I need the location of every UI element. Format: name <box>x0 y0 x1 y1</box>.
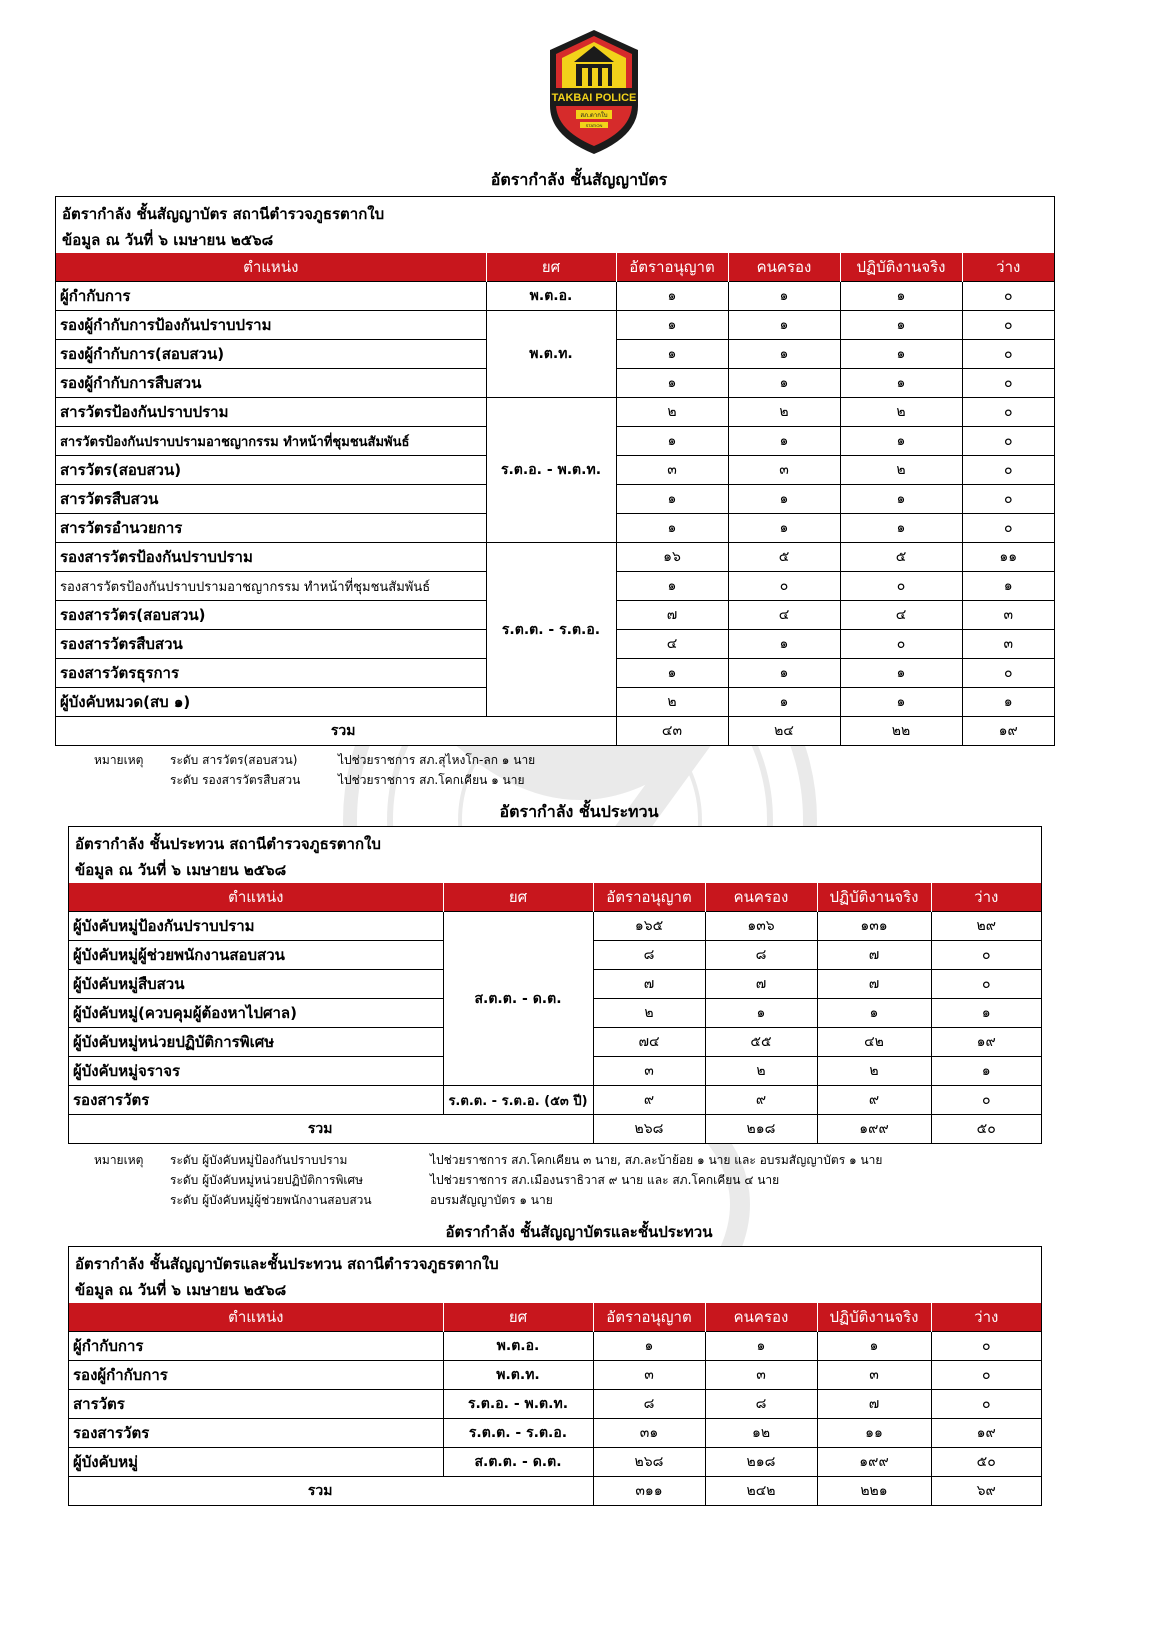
section2-table <box>69 883 1041 1143</box>
cell-authorized: ๘ <box>593 941 705 970</box>
header-actual: ปฏิบัติงานจริง <box>817 883 931 912</box>
cell-vacant: ๐ <box>962 369 1054 398</box>
cell-vacant: ๐ <box>962 427 1054 456</box>
cell-position: ผู้บังคับหมู่(ควบคุมผู้ต้องหาไปศาล) <box>69 999 443 1028</box>
cell-authorized: ๒ <box>616 398 728 427</box>
total-vacant: ๕๐ <box>931 1115 1041 1144</box>
cell-actual: ๐ <box>840 630 962 659</box>
cell-actual: ๑ <box>840 369 962 398</box>
cell-actual: ๔ <box>840 601 962 630</box>
cell-occupied: ๑๒ <box>705 1419 817 1448</box>
section2-notes <box>94 1150 1054 1210</box>
header-position: ตำแหน่ง <box>56 253 486 282</box>
cell-actual: ๕ <box>840 543 962 572</box>
note-level: ระดับ สารวัตร(สอบสวน) <box>170 753 298 767</box>
cell-vacant: ๓ <box>962 630 1054 659</box>
cell-occupied: ๑ <box>728 514 840 543</box>
cell-occupied: ๗ <box>705 970 817 999</box>
section3-box-title: อัตรากำลัง ชั้นสัญญาบัตรและชั้นประทวน สถานีตำรวจภูธรตากใบ <box>75 1255 499 1273</box>
cell-occupied: ๙ <box>705 1086 817 1115</box>
cell-actual: ๒ <box>817 1057 931 1086</box>
cell-vacant: ๐ <box>962 659 1054 688</box>
cell-authorized: ๑๖ <box>616 543 728 572</box>
total-row <box>69 1115 1041 1144</box>
total-vacant: ๖๙ <box>931 1477 1041 1506</box>
cell-actual: ๑ <box>817 1332 931 1361</box>
cell-actual: ๑ <box>840 427 962 456</box>
note-detail: ไปช่วยราชการ สภ.เมืองนราธิวาส ๙ นาย และ สภ.โคกเคียน ๔ นาย <box>430 1173 780 1187</box>
cell-vacant: ๐ <box>931 1390 1041 1419</box>
total-actual: ๒๒๑ <box>817 1477 931 1506</box>
header-position: ตำแหน่ง <box>69 883 443 912</box>
cell-position: รองสารวัตรสืบสวน <box>56 630 486 659</box>
header-vacant: ว่าง <box>962 253 1054 282</box>
note-detail: อบรมสัญญาบัตร ๑ นาย <box>430 1193 553 1207</box>
cell-vacant: ๕๐ <box>931 1448 1041 1477</box>
cell-authorized: ๒๖๘ <box>593 1448 705 1477</box>
cell-authorized: ๓๑ <box>593 1419 705 1448</box>
cell-authorized: ๙ <box>593 1086 705 1115</box>
cell-actual: ๑ <box>840 659 962 688</box>
cell-vacant: ๐ <box>931 970 1041 999</box>
cell-position: รองสารวัตร <box>69 1419 443 1448</box>
cell-rank: พ.ต.อ. <box>486 282 616 311</box>
cell-occupied: ๑ <box>728 659 840 688</box>
cell-authorized: ๘ <box>593 1390 705 1419</box>
cell-occupied: ๑ <box>728 427 840 456</box>
cell-occupied: ๑ <box>728 311 840 340</box>
cell-position: รองผู้กำกับการสืบสวน <box>56 369 486 398</box>
takbai-police-logo <box>546 28 642 156</box>
cell-actual: ๑ <box>840 514 962 543</box>
section1-table <box>56 253 1054 745</box>
section1-box-title: อัตรากำลัง ชั้นสัญญาบัตร สถานีตำรวจภูธรตากใบ <box>62 205 385 223</box>
table-row <box>69 1448 1041 1477</box>
header-authorized: อัตราอนุญาต <box>593 883 705 912</box>
cell-position: รองผู้กำกับการ <box>69 1361 443 1390</box>
cell-vacant: ๑ <box>931 1057 1041 1086</box>
cell-actual: ๓ <box>817 1361 931 1390</box>
cell-vacant: ๐ <box>962 282 1054 311</box>
total-label: รวม <box>69 1115 593 1144</box>
note-detail: ไปช่วยราชการ สภ.สุไหงโก-ลก ๑ นาย <box>338 753 536 767</box>
total-label: รวม <box>56 717 616 746</box>
header-occupied: คนครอง <box>705 1303 817 1332</box>
cell-actual: ๑ <box>840 688 962 717</box>
table-row <box>56 543 1054 572</box>
cell-position: ผู้กำกับการ <box>56 282 486 311</box>
cell-vacant: ๐ <box>962 514 1054 543</box>
note-level: ระดับ ผู้บังคับหมู่ป้องกันปราบปราม <box>170 1153 348 1167</box>
table-row <box>56 398 1054 427</box>
cell-actual: ๑ <box>817 999 931 1028</box>
total-row <box>56 717 1054 746</box>
cell-actual: ๑ <box>840 311 962 340</box>
cell-position: ผู้บังคับหมู่หน่วยปฏิบัติการพิเศษ <box>69 1028 443 1057</box>
note-label: หมายเหตุ <box>94 1153 144 1167</box>
cell-occupied: ๓ <box>728 456 840 485</box>
total-row <box>69 1477 1041 1506</box>
cell-authorized: ๑ <box>616 369 728 398</box>
cell-position: รองสารวัตร <box>69 1086 443 1115</box>
cell-vacant: ๐ <box>931 1086 1041 1115</box>
cell-position: รองผู้กำกับการป้องกันปราบปราม <box>56 311 486 340</box>
cell-occupied: ๑ <box>728 485 840 514</box>
cell-authorized: ๑ <box>616 659 728 688</box>
total-actual: ๒๒ <box>840 717 962 746</box>
cell-position: ผู้บังคับหมู่ผู้ช่วยพนักงานสอบสวน <box>69 941 443 970</box>
cell-vacant: ๐ <box>962 340 1054 369</box>
cell-authorized: ๑๖๕ <box>593 912 705 941</box>
cell-actual: ๗ <box>817 970 931 999</box>
cell-authorized: ๑ <box>616 485 728 514</box>
cell-position: สารวัตร(สอบสวน) <box>56 456 486 485</box>
cell-position: ผู้บังคับหมู่ <box>69 1448 443 1477</box>
cell-vacant: ๑ <box>962 572 1054 601</box>
header-position: ตำแหน่ง <box>69 1303 443 1332</box>
cell-actual: ๗ <box>817 1390 931 1419</box>
section2-table-box <box>68 826 1042 1144</box>
cell-vacant: ๐ <box>962 398 1054 427</box>
cell-occupied: ๓ <box>705 1361 817 1390</box>
cell-authorized: ๓ <box>593 1057 705 1086</box>
cell-authorized: ๑ <box>616 340 728 369</box>
table-header-row <box>69 883 1041 912</box>
cell-position: ผู้กำกับการ <box>69 1332 443 1361</box>
cell-vacant: ๐ <box>962 311 1054 340</box>
cell-vacant: ๑๙ <box>931 1028 1041 1057</box>
table-row <box>69 912 1041 941</box>
table-row <box>69 1332 1041 1361</box>
total-authorized: ๒๖๘ <box>593 1115 705 1144</box>
section2-title: อัตรากำลัง ชั้นประทวน <box>499 802 659 821</box>
cell-authorized: ๗๔ <box>593 1028 705 1057</box>
table-row <box>56 311 1054 340</box>
cell-occupied: ๘ <box>705 941 817 970</box>
cell-vacant: ๐ <box>931 1361 1041 1390</box>
cell-vacant: ๑๙ <box>931 1419 1041 1448</box>
cell-actual: ๑ <box>840 282 962 311</box>
cell-authorized: ๔ <box>616 630 728 659</box>
cell-occupied: ๑ <box>728 282 840 311</box>
cell-authorized: ๗ <box>593 970 705 999</box>
cell-position: รองผู้กำกับการ(สอบสวน) <box>56 340 486 369</box>
header-actual: ปฏิบัติงานจริง <box>817 1303 931 1332</box>
cell-vacant: ๒๙ <box>931 912 1041 941</box>
cell-authorized: ๗ <box>616 601 728 630</box>
total-vacant: ๑๙ <box>962 717 1054 746</box>
table-header-row <box>69 1303 1041 1332</box>
cell-vacant: ๑๑ <box>962 543 1054 572</box>
cell-actual: ๐ <box>840 572 962 601</box>
cell-vacant: ๑ <box>931 999 1041 1028</box>
cell-position: รองสารวัตรป้องกันปราบปราม <box>56 543 486 572</box>
header-authorized: อัตราอนุญาต <box>593 1303 705 1332</box>
section1-date: ข้อมูล ณ วันที่ ๖ เมษายน ๒๕๖๘ <box>62 231 274 249</box>
cell-position: ผู้บังคับหมู่จราจร <box>69 1057 443 1086</box>
note-level: ระดับ ผู้บังคับหมู่ผู้ช่วยพนักงานสอบสวน <box>170 1193 372 1207</box>
cell-rank: ร.ต.อ. - พ.ต.ท. <box>486 398 616 543</box>
cell-actual: ๒ <box>840 398 962 427</box>
cell-occupied: ๑ <box>728 369 840 398</box>
table-row <box>69 1361 1041 1390</box>
cell-position: รองสารวัตรธุรการ <box>56 659 486 688</box>
cell-rank: ร.ต.อ. - พ.ต.ท. <box>443 1390 593 1419</box>
note-detail: ไปช่วยราชการ สภ.โคกเคียน ๑ นาย <box>338 773 525 787</box>
cell-actual: ๑ <box>840 340 962 369</box>
cell-rank: พ.ต.ท. <box>443 1361 593 1390</box>
cell-position: รองสารวัตรป้องกันปราบปรามอาชญากรรม ทำหน้าที่ชุมชนสัมพันธ์ <box>56 572 486 601</box>
total-authorized: ๓๑๑ <box>593 1477 705 1506</box>
header-rank: ยศ <box>486 253 616 282</box>
cell-occupied: ๑ <box>705 999 817 1028</box>
note-level: ระดับ รองสารวัตรสืบสวน <box>170 773 301 787</box>
header-occupied: คนครอง <box>728 253 840 282</box>
cell-authorized: ๒ <box>593 999 705 1028</box>
header-vacant: ว่าง <box>931 883 1041 912</box>
note-detail: ไปช่วยราชการ สภ.โคกเคียน ๓ นาย, สภ.ละบ้าย้อย ๑ นาย และ อบรมสัญญาบัตร ๑ นาย <box>430 1153 883 1167</box>
cell-occupied: ๒ <box>728 398 840 427</box>
svg-text:TAKBAI POLICE: TAKBAI POLICE <box>551 92 637 104</box>
cell-occupied: ๒๑๘ <box>705 1448 817 1477</box>
cell-authorized: ๑ <box>616 514 728 543</box>
cell-actual: ๒ <box>840 456 962 485</box>
section1-notes <box>94 750 994 790</box>
cell-vacant: ๓ <box>962 601 1054 630</box>
section3-table-box <box>68 1246 1042 1506</box>
cell-actual: ๙ <box>817 1086 931 1115</box>
cell-rank: ส.ต.ต. - ด.ต. <box>443 912 593 1086</box>
cell-position: สารวัตรอำนวยการ <box>56 514 486 543</box>
section1-table-box <box>55 196 1055 746</box>
header-actual: ปฏิบัติงานจริง <box>840 253 962 282</box>
cell-actual: ๑๑ <box>817 1419 931 1448</box>
header-rank: ยศ <box>443 883 593 912</box>
cell-vacant: ๐ <box>931 1332 1041 1361</box>
cell-authorized: ๑ <box>616 427 728 456</box>
cell-authorized: ๑ <box>593 1332 705 1361</box>
cell-occupied: ๒ <box>705 1057 817 1086</box>
section2-date: ข้อมูล ณ วันที่ ๖ เมษายน ๒๕๖๘ <box>75 861 287 879</box>
cell-position: ผู้บังคับหมวด(สบ ๑) <box>56 688 486 717</box>
cell-occupied: ๑ <box>705 1332 817 1361</box>
cell-authorized: ๓ <box>593 1361 705 1390</box>
section3-title: อัตรากำลัง ชั้นสัญญาบัตรและชั้นประทวน <box>445 1223 713 1241</box>
cell-actual: ๔๒ <box>817 1028 931 1057</box>
header-vacant: ว่าง <box>931 1303 1041 1332</box>
cell-occupied: ๑๓๖ <box>705 912 817 941</box>
total-label: รวม <box>69 1477 593 1506</box>
cell-occupied: ๕๕ <box>705 1028 817 1057</box>
header-rank: ยศ <box>443 1303 593 1332</box>
cell-vacant: ๐ <box>962 456 1054 485</box>
svg-text:สภ.ตากใบ: สภ.ตากใบ <box>580 112 608 119</box>
section3-table <box>69 1303 1041 1505</box>
section3-date: ข้อมูล ณ วันที่ ๖ เมษายน ๒๕๖๘ <box>75 1281 287 1299</box>
cell-rank: พ.ต.อ. <box>443 1332 593 1361</box>
cell-actual: ๑๙๙ <box>817 1448 931 1477</box>
header-authorized: อัตราอนุญาต <box>616 253 728 282</box>
header-occupied: คนครอง <box>705 883 817 912</box>
table-row <box>69 1419 1041 1448</box>
cell-occupied: ๑ <box>728 630 840 659</box>
note-label: หมายเหตุ <box>94 753 144 767</box>
cell-vacant: ๑ <box>962 688 1054 717</box>
cell-occupied: ๘ <box>705 1390 817 1419</box>
cell-authorized: ๒ <box>616 688 728 717</box>
note-level: ระดับ ผู้บังคับหมู่หน่วยปฏิบัติการพิเศษ <box>170 1173 364 1187</box>
cell-authorized: ๑ <box>616 311 728 340</box>
total-occupied: ๒๑๘ <box>705 1115 817 1144</box>
cell-rank: พ.ต.ท. <box>486 311 616 398</box>
cell-occupied: ๐ <box>728 572 840 601</box>
cell-occupied: ๔ <box>728 601 840 630</box>
table-row <box>56 282 1054 311</box>
cell-position: สารวัตร <box>69 1390 443 1419</box>
cell-position: สารวัตรป้องกันปราบปรามอาชญากรรม ทำหน้าที่ชุมชนสัมพันธ์ <box>56 427 486 456</box>
cell-position: สารวัตรสืบสวน <box>56 485 486 514</box>
total-actual: ๑๙๙ <box>817 1115 931 1144</box>
cell-occupied: ๕ <box>728 543 840 572</box>
cell-occupied: ๑ <box>728 688 840 717</box>
total-authorized: ๔๓ <box>616 717 728 746</box>
cell-authorized: ๓ <box>616 456 728 485</box>
cell-position: ผู้บังคับหมู่ป้องกันปราบปราม <box>69 912 443 941</box>
section2-box-title: อัตรากำลัง ชั้นประทวน สถานีตำรวจภูธรตากใบ <box>75 835 381 853</box>
cell-position: รองสารวัตร(สอบสวน) <box>56 601 486 630</box>
cell-occupied: ๑ <box>728 340 840 369</box>
cell-actual: ๑ <box>840 485 962 514</box>
cell-rank: ร.ต.ต. - ร.ต.อ. <box>443 1419 593 1448</box>
svg-text:STATION: STATION <box>585 123 603 128</box>
cell-authorized: ๑ <box>616 282 728 311</box>
table-row <box>69 1390 1041 1419</box>
total-occupied: ๒๔๒ <box>705 1477 817 1506</box>
cell-actual: ๑๓๑ <box>817 912 931 941</box>
cell-vacant: ๐ <box>931 941 1041 970</box>
cell-rank: ร.ต.ต. - ร.ต.อ. <box>486 543 616 717</box>
total-occupied: ๒๔ <box>728 717 840 746</box>
cell-rank: ร.ต.ต. - ร.ต.อ. (๕๓ ปี) <box>443 1086 593 1115</box>
table-header-row <box>56 253 1054 282</box>
cell-vacant: ๐ <box>962 485 1054 514</box>
cell-position: สารวัตรป้องกันปราบปราม <box>56 398 486 427</box>
cell-rank: ส.ต.ต. - ด.ต. <box>443 1448 593 1477</box>
table-row <box>69 1086 1041 1115</box>
cell-position: ผู้บังคับหมู่สืบสวน <box>69 970 443 999</box>
section1-title: อัตรากำลัง ชั้นสัญญาบัตร <box>490 170 668 189</box>
cell-actual: ๗ <box>817 941 931 970</box>
cell-authorized: ๑ <box>616 572 728 601</box>
